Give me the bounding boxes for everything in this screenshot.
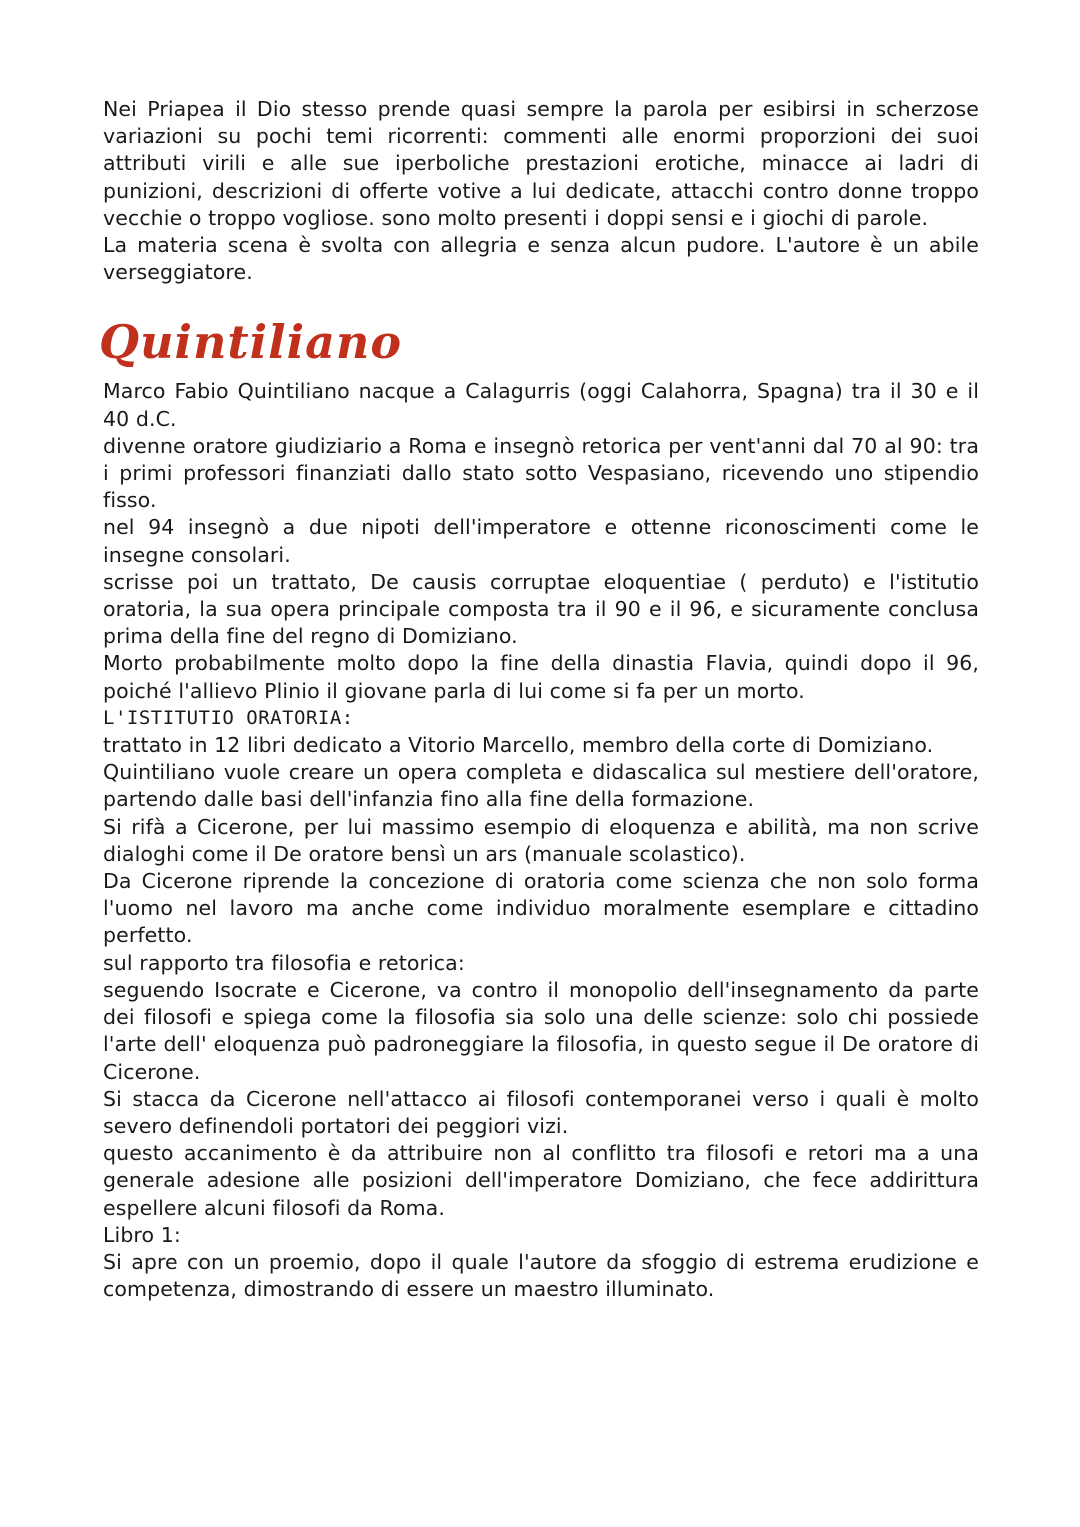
body2-paragraph-9: Libro 1: [103,1222,181,1247]
intro-paragraph-2: La materia scena è svolta con allegria e senza alcun pudore. L'autore è un abile verseggiatore. [103,233,979,285]
body2-paragraph-2: Quintiliano vuole creare un opera completa e didascalica sul mestiere dell'oratore, partendo dalle basi dell'infanzia fino alla fine della formazione. [103,760,979,812]
body2-paragraph-10: Si apre con un proemio, dopo il quale l'autore da sfoggio di estrema erudizione e competenza, dimostrando di essere un maestro illuminato. [103,1249,979,1302]
body2-paragraph-7: Si stacca da Cicerone nell'attacco ai filosofi contemporanei verso i quali è molto severo definendoli portatori dei peggiori vizi. [103,1086,979,1138]
section-heading: Quintiliano [99,315,403,370]
body2-paragraph-3: Si rifà a Cicerone, per lui massimo esempio di eloquenza e abilità, ma non scrive dialoghi come il De oratore bensì un ars (manuale scolastico). [103,814,979,866]
body-paragraph-3: nel 94 insegnò a due nipoti dell'imperatore e ottenne riconoscimenti come le insegne consolari. [103,515,979,567]
body-paragraph-2: divenne oratore giudiziario a Roma e insegnò retorica per vent'anni dal 70 al 90: tra i primi professori finanziati dallo stato sotto Vespasiano, ricevendo uno stipendio fisso. [103,433,979,513]
intro-paragraph-1: Nei Priapea il Dio stesso prende quasi sempre la parola per esibirsi in scherzose variazioni su pochi temi ricorrenti: commenti alle enormi proporzioni dei suoi attributi virili e alle sue iperboliche prestazioni erotiche, minacce ai ladri di punizioni, descrizioni di offerte votive a lui dedicate, attacchi contro donne troppo vecchie o troppo vogliose. sono molto presenti i doppi sensi e i giochi di parole. [103,97,979,230]
notes-page [99,96,979,1303]
section-label: L'ISTITUTIO ORATORIA: [103,706,354,729]
body2-paragraph-5: sul rapporto tra filosofia e retorica: [103,950,465,975]
body2-paragraph-1: trattato in 12 libri dedicato a Vitorio Marcello, membro della corte di Domiziano. [103,733,934,758]
body-paragraph-4: scrisse poi un trattato, De causis corruptae eloquentiae ( perduto) e l'istitutio oratoria, la sua opera principale composta tra il 90 e il 96, e sicuramente conclusa prima della fine del regno di Domiziano. [103,569,979,649]
body2-paragraph-6: seguendo Isocrate e Cicerone, va contro il monopolio dell'insegnamento da parte dei filosofi e spiega come la filosofia sia solo una delle scienze: solo chi possiede l'arte dell' eloquenza può padroneggiare la filosofia, in questo segue il De oratore di Cicerone. [103,977,979,1084]
body2-paragraph-4: Da Cicerone riprende la concezione di oratoria come scienza che non solo forma l'uomo nel lavoro ma anche come individuo moralmente esemplare e cittadino perfetto. [103,869,979,948]
body-paragraph-1: Marco Fabio Quintiliano nacque a Calagurris (oggi Calahorra, Spagna) tra il 30 e il 40 d.C. [103,379,979,431]
body-paragraph-5: Morto probabilmente molto dopo la fine della dinastia Flavia, quindi dopo il 96, poiché l'allievo Plinio il giovane parla di lui come si fa per un morto. [103,651,979,703]
body2-paragraph-8: questo accanimento è da attribuire non al conflitto tra filosofi e retori ma a una generale adesione alle posizioni dell'imperatore Domiziano, che fece addirittura espellere alcuni filosofi da Roma. [103,1141,979,1220]
